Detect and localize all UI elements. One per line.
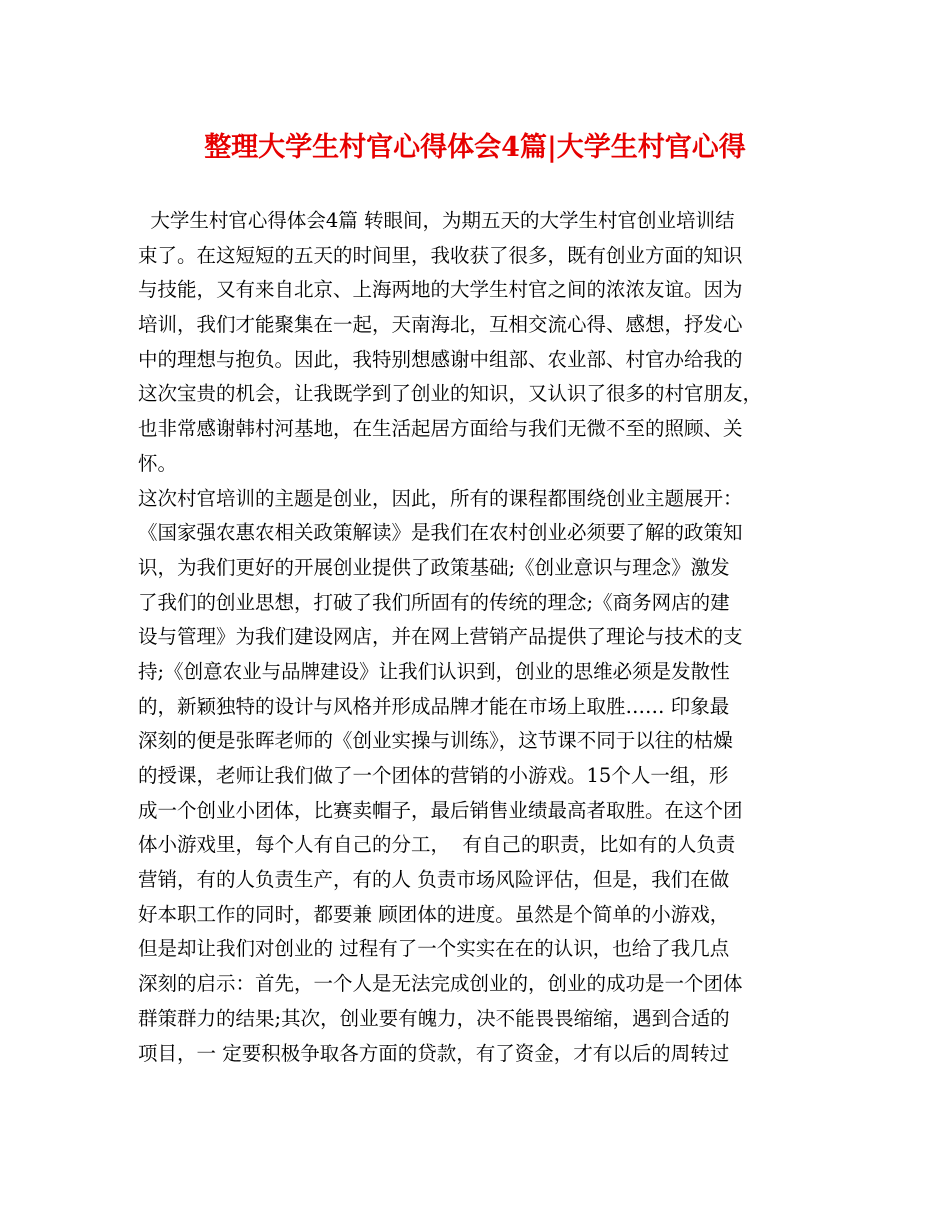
body-line: 培训，我们才能聚集在一起，天南海北，互相交流心得、感想，抒发心: [138, 313, 743, 337]
body-line: 体小游戏里，每个人有自己的分工， 有自己的职责，比如有的人负责: [138, 833, 736, 857]
document-body: [138, 204, 818, 1071]
body-line: 了我们的创业思想，打破了我们所固有的传统的理念;《商务网店的建: [138, 590, 730, 614]
body-line: 项目，一 定要积极争取各方面的贷款，有了资金，才有以后的周转过: [138, 1041, 730, 1065]
body-line: 也非常感谢韩村河基地，在生活起居方面给与我们无微不至的照顾、关: [138, 417, 743, 441]
body-line: 这次村官培训的主题是创业，因此，所有的课程都围绕创业主题展开：: [138, 486, 743, 510]
body-line: 深刻的启示：首先，一个人是无法完成创业的，创业的成功是一个团体: [138, 972, 743, 996]
body-line: 好本职工作的同时，都要兼 顾团体的进度。虽然是个简单的小游戏，: [138, 902, 730, 926]
body-line: 大学生村官心得体会4篇 转眼间，为期五天的大学生村官创业培训结: [138, 209, 735, 232]
body-line: 深刻的便是张晖老师的《创业实操与训练》，这节课不同于以往的枯燥: [138, 729, 733, 753]
body-line: 中的理想与抱负。因此，我特别想感谢中组部、农业部、村官办给我的: [138, 347, 743, 371]
body-line: 这次宝贵的机会，让我既学到了创业的知识，又认识了很多的村官朋友，: [138, 382, 763, 406]
body-line: 与技能，又有来自北京、上海两地的大学生村官之间的浓浓友谊。因为: [138, 278, 743, 302]
body-line: 设与管理》为我们建设网店，并在网上营销产品提供了理论与技术的支: [138, 625, 743, 649]
body-line: 但是却让我们对创业的 过程有了一个实实在在的认识，也给了我几点: [138, 937, 730, 961]
body-line: 的，新颖独特的设计与风格并形成品牌才能在市场上取胜…… 印象最: [138, 694, 730, 718]
body-line: 群策群力的结果;其次，创业要有魄力，决不能畏畏缩缩，遇到合适的: [138, 1006, 730, 1030]
body-line: 的授课，老师让我们做了一个团体的营销的小游戏。15个人一组，形: [138, 764, 729, 787]
document-title: 整理大学生村官心得体会4篇|大学生村官心得: [204, 132, 746, 163]
body-line: 识，为我们更好的开展创业提供了政策基础;《创业意识与理念》激发: [138, 555, 730, 579]
body-line: 束了。在这短短的五天的时间里，我收获了很多，既有创业方面的知识: [138, 243, 743, 267]
body-line: 营销，有的人负责生产，有的人 负责市场风险评估，但是，我们在做: [138, 868, 730, 892]
body-line: 怀。: [138, 451, 178, 475]
body-line: 成一个创业小团体，比赛卖帽子，最后销售业绩最高者取胜。在这个团: [138, 798, 743, 822]
body-line: 持;《创意农业与品牌建设》让我们认识到，创业的思维必须是发散性: [138, 659, 730, 683]
body-line: 《国家强农惠农相关政策解读》是我们在农村创业必须要了解的政策知: [138, 521, 743, 545]
